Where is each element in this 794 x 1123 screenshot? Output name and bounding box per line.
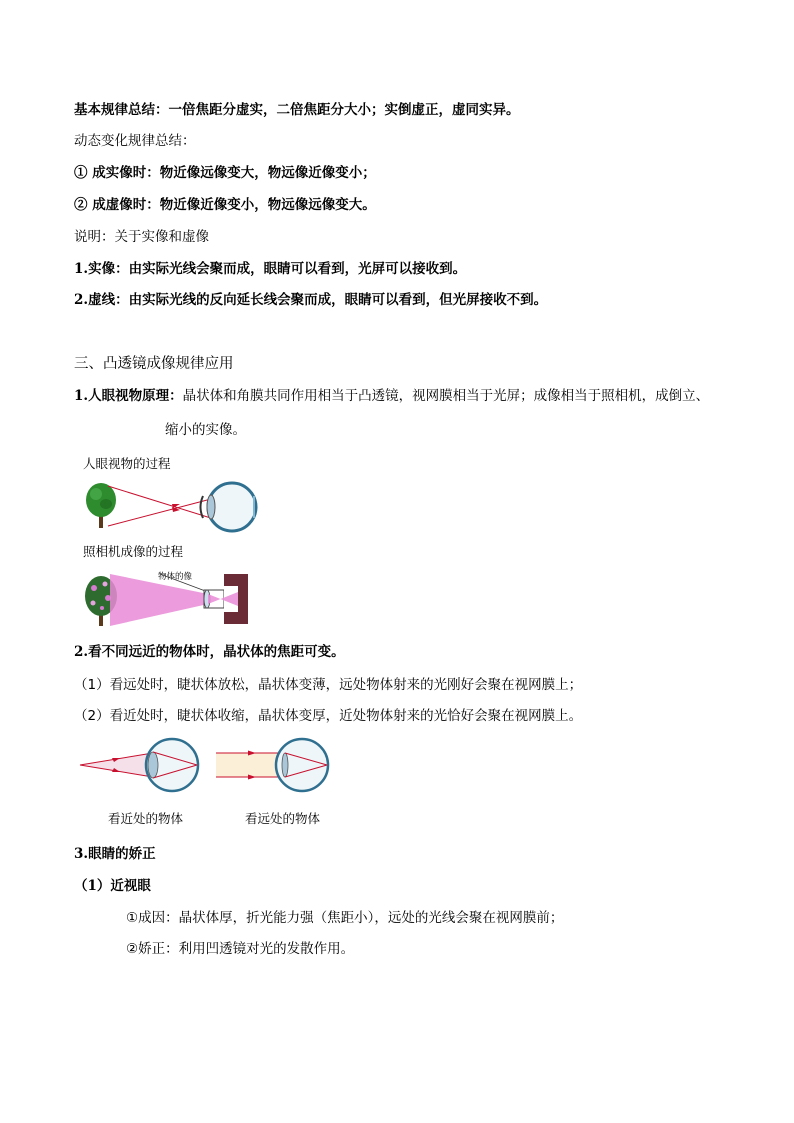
eye-principle-text: 晶状体和角膜共同作用相当于凸透镜，视网膜相当于光屏；成像相当于照相机，成倒立、 [182,388,710,404]
eye-viewing-figure [80,474,265,536]
lens-thick-icon [148,752,158,778]
eye-principle-label: 1.人眼视物原理： [74,388,183,404]
lens-thin-icon [282,753,288,777]
eye-focus-far-figure [216,735,334,791]
real-image-note: 1.实像：由实际光线会聚而成，眼睛可以看到，光屏可以接收到。 [74,261,467,277]
correction-title: 3.眼睛的娇正 [74,846,156,862]
virtual-image-note: 2.虚线：由实际光线的反向延长线会聚而成，眼睛可以看到，但光屏接收不到。 [74,292,548,308]
fig1-caption-camera: 照相机成像的过程 [83,544,184,559]
eye-focus-near-figure [80,735,205,791]
focal-far: （1）看远处时，睫状体放松，晶状体变薄，远处物体射来的光刚好会聚在视网膜上； [74,677,583,693]
note-title: 说明：关于实像和虚像 [74,229,209,245]
fig2-caption-near: 看近处的物体 [108,811,184,826]
camera-figure [80,568,255,632]
focal-near: （2）看近处时，睫状体收缩，晶状体变厚，近处物体射来的光恰好会聚在视网膜上。 [74,708,583,724]
myopia-fix: ②娇正：利用凹透镜对光的发散作用。 [126,941,355,957]
dynamic-rule-virtual: ② 成虚像时：物近像近像变小，物远像远像变大。 [74,197,376,213]
basic-rule-summary: 基本规律总结：一倍焦距分虚实，二倍焦距分大小；实倒虚正，虚同实异。 [74,102,520,118]
fig1-caption-eye: 人眼视物的过程 [83,456,171,471]
dynamic-rule-real: ① 成实像时：物近像远像变大，物远像近像变小； [74,165,376,181]
myopia-title: （1）近视眼 [74,878,151,894]
section-heading: 三、凸透镜成像规律应用 [74,356,234,372]
eye-principle [74,387,709,405]
fig2-caption-far: 看远处的物体 [245,811,321,826]
lens-icon [207,495,215,519]
tree-icon [86,483,116,517]
eye-principle-cont: 缩小的实像。 [165,422,246,438]
dynamic-rule-title: 动态变化规律总结： [74,133,196,149]
fig1-image-label: 物体的像 [158,572,193,582]
myopia-cause: ①成因：晶状体厚，折光能力强（焦距小），远处的光线会聚在视网膜前； [126,910,564,926]
light-cone [110,574,208,626]
focal-title: 2.看不同远近的物体时，晶状体的焦距可变。 [74,644,345,660]
